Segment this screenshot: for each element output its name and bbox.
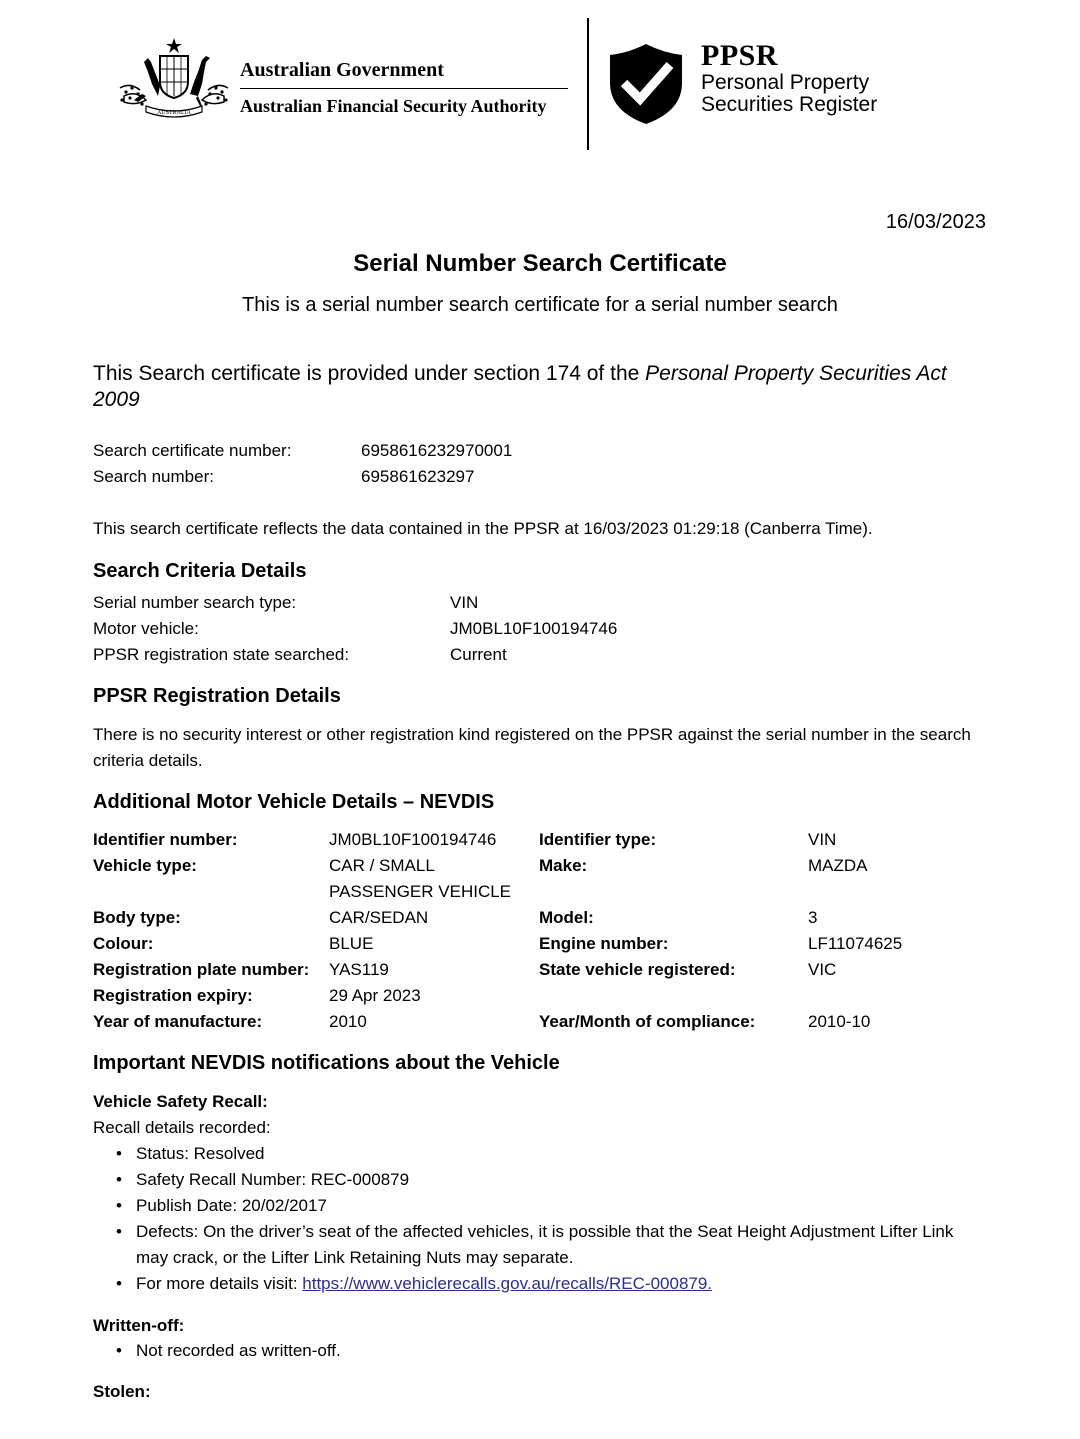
stolen-heading: Stolen: [93, 1382, 151, 1401]
compliance-label: Year/Month of compliance: [539, 1012, 756, 1031]
written-off-heading: Written-off: [93, 1316, 185, 1335]
model-label: Model: [539, 908, 594, 927]
expiry-label: Registration expiry: [93, 986, 253, 1005]
colour-label: Colour: [93, 934, 154, 953]
vehicle-type-value-line1: CAR / SMALL [329, 856, 435, 875]
ppsr-sub1: Personal Property [701, 71, 870, 94]
nevdis-heading: Additional Motor Vehicle Details – NEVDIS [93, 791, 495, 813]
search-number-value: 695861623297 [361, 467, 475, 486]
criteria-label: Serial number search type: [93, 593, 297, 612]
ppsr-title: PPSR [701, 39, 778, 72]
list-item: • For more details visit: https://www.vehiclerecalls.gov.au/recalls/REC-000879. [116, 1274, 713, 1293]
ppsr-sub2: Securities Register [701, 93, 878, 116]
data-reflects-statement: This search certificate reflects the data contained in the PPSR at 16/03/2023 01:29:18 (Canberra Time). [93, 519, 873, 538]
criteria-value: VIN [450, 593, 479, 612]
written-off-list [93, 1338, 983, 1364]
year-label: Year of manufacture: [93, 1012, 263, 1031]
identifier-type-value: VIN [808, 830, 837, 849]
header-divider [587, 18, 589, 150]
ppsr-logo-text [701, 40, 877, 116]
year-value: 2010 [329, 1012, 367, 1031]
gov-line2: Australian Financial Security Authority [240, 96, 547, 116]
compliance-value: 2010-10 [808, 1012, 871, 1031]
nevdis-details-table [93, 827, 993, 1035]
recall-item-text: Status: Resolved [136, 1144, 265, 1163]
search-criteria-heading: Search Criteria Details [93, 560, 307, 582]
plate-label: Registration plate number: [93, 960, 310, 979]
government-title [240, 58, 568, 117]
criteria-label: Motor vehicle: [93, 619, 199, 638]
criteria-value: JM0BL10F100194746 [450, 619, 618, 638]
recall-item-text: Publish Date: 20/02/2017 [136, 1196, 327, 1215]
details-prefix: For more details visit: [136, 1274, 303, 1293]
provided-statement [93, 361, 988, 413]
cert-number-value: 6958616232970001 [361, 441, 513, 460]
model-value: 3 [808, 908, 818, 927]
registration-heading: PPSR Registration Details [93, 685, 341, 707]
criteria-value: Current [450, 645, 507, 664]
page-title: Serial Number Search Certificate [353, 250, 727, 277]
recall-details-link[interactable]: https://www.vehiclerecalls.gov.au/recalls/REC-000879. [302, 1274, 713, 1293]
notifications-heading: Important NEVDIS notifications about the Vehicle [93, 1052, 560, 1074]
body-type-value: CAR/SEDAN [329, 908, 429, 927]
shield-check-icon [606, 43, 686, 125]
engine-number-label: Engine number: [539, 934, 669, 953]
search-number-label: Search number: [93, 467, 214, 486]
list-item: • Safety Recall Number: REC-000879 [116, 1170, 410, 1189]
list-item: • Defects: On the driver’s seat of the affected vehicles, it is possible that the Seat Height Adjustment Lifter Link may crack, or the Lifter Link Retaining Nuts may separate. [116, 1222, 954, 1267]
registration-text: There is no security interest or other registration kind registered on the PPSR against the serial number in the search criteria details. [93, 725, 971, 770]
cert-number-label: Search certificate number: [93, 441, 292, 460]
list-item: • Publish Date: 20/02/2017 [116, 1196, 327, 1215]
vehicle-type-value-line2: PASSENGER VEHICLE [329, 882, 512, 901]
coat-of-arms-icon [116, 36, 232, 122]
list-item: • Status: Resolved [116, 1144, 265, 1163]
engine-number-value: LF11074625 [808, 934, 903, 953]
search-criteria-table [93, 590, 793, 668]
identifier-number-value: JM0BL10F100194746 [329, 830, 497, 849]
expiry-value: 29 Apr 2023 [329, 986, 421, 1005]
identifier-type-label: Identifier type: [539, 830, 657, 849]
colour-value: BLUE [329, 934, 374, 953]
state-label: State vehicle registered: [539, 960, 736, 979]
certificate-numbers [93, 438, 693, 490]
crest-motto: AUSTRALIA [157, 110, 191, 116]
identifier-number-label: Identifier number: [93, 830, 238, 849]
body-type-label: Body type: [93, 908, 181, 927]
page-subtitle: This is a serial number search certificate for a serial number search [242, 294, 838, 316]
plate-value: YAS119 [329, 960, 389, 979]
certificate-date: 16/03/2023 [885, 211, 986, 233]
gov-line1: Australian Government [240, 58, 568, 89]
criteria-label: PPSR registration state searched: [93, 645, 350, 664]
recall-intro: Recall details recorded: [93, 1118, 271, 1137]
state-value: VIC [808, 960, 837, 979]
recall-item-text: Safety Recall Number: REC-000879 [136, 1170, 410, 1189]
make-value: MAZDA [808, 856, 868, 875]
provided-text: This Search certificate is provided under section 174 of the [93, 362, 646, 385]
recall-heading: Vehicle Safety Recall: [93, 1092, 268, 1111]
vehicle-type-label: Vehicle type: [93, 856, 197, 875]
recall-details-list [93, 1141, 983, 1297]
list-item: • Not recorded as written-off. [116, 1341, 341, 1360]
recall-item-text: Defects: On the driver’s seat of the affected vehicles, it is possible that the Seat Height Adjustment Lifter Link may crack, or the Lifter Link Retaining Nuts may separate. [136, 1222, 954, 1267]
make-label: Make: [539, 856, 588, 875]
act-name: Personal Property Securities Act 2009 [93, 362, 947, 411]
written-off-item-text: Not recorded as written-off. [136, 1341, 341, 1360]
